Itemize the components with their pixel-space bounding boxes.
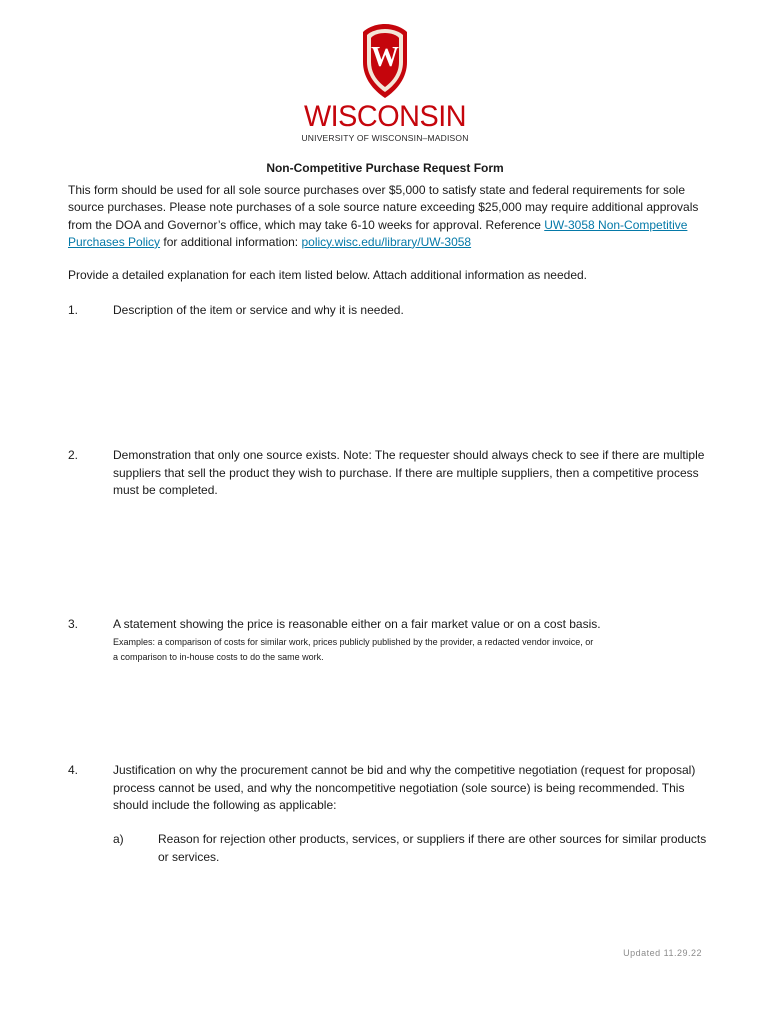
instructions: Provide a detailed explanation for each item listed below. Attach additional information as needed. [68,268,587,282]
item-text: A statement showing the price is reasonable either on a fair market value or on a cost basis. [113,617,601,631]
item-number: 4. [68,763,79,777]
form-item-4 [68,762,708,815]
svg-text:W: W [371,42,399,73]
form-item-3 [68,616,708,665]
item-text: Description of the item or service and why it is needed. [113,303,404,317]
item-number: 2. [68,448,79,462]
university-subline: UNIVERSITY OF WISCONSIN–MADISON [301,133,469,143]
uw-madison-logo [0,22,770,143]
item-number: 1. [68,303,79,317]
policy-link[interactable]: UW-3058 Non-Competitive Purchases Policy [68,217,688,249]
form-title: Non-Competitive Purchase Request Form [266,161,504,175]
intro-text: This form should be used for all sole source purchases over $5,000 to satisfy state and federal requirements for sole source purchases. Please note purchases of a sole source nature exceeding $25,000 may require additional approvals from the DOA and Governor’s office, which may take 6-10 weeks for approval. Reference [68,183,699,232]
subitem-letter: a) [113,832,124,846]
item-note-line-1: Examples: a comparison of costs for similar work, prices publicly published by the provider, a redacted vendor invoice, or [113,636,594,647]
item-note [113,635,708,665]
uw-crest-icon [355,22,415,100]
policy-url-link[interactable]: policy.wisc.edu/library/UW-3058 [301,234,472,249]
item-text: Justification on why the procurement cannot be bid and why the competitive negotiation (request for proposal) process cannot be used, and why the noncompetitive negotiation (sole source) is being recommended. This should include the following as applicable: [113,763,696,812]
item-number: 3. [68,617,79,631]
form-item-1 [68,302,708,320]
subitem-text: Reason for rejection other products, services, or suppliers if there are other sources for similar products or services. [158,832,707,864]
item-note-line-2: a comparison to in-house costs to do the same work. [113,651,324,662]
form-subitem-a [113,831,708,866]
item-text: Demonstration that only one source exists. Note: The requester should always check to see if there are multiple suppliers that sell the product they wish to purchase. If there are multiple suppliers, then a competitive process must be completed. [113,448,705,497]
intro-paragraph [68,182,708,251]
form-item-2 [68,447,708,500]
updated-date: Updated 11.29.22 [623,948,702,958]
intro-text-between: for additional information: [160,234,302,249]
wordmark: WISCONSIN [303,100,467,133]
